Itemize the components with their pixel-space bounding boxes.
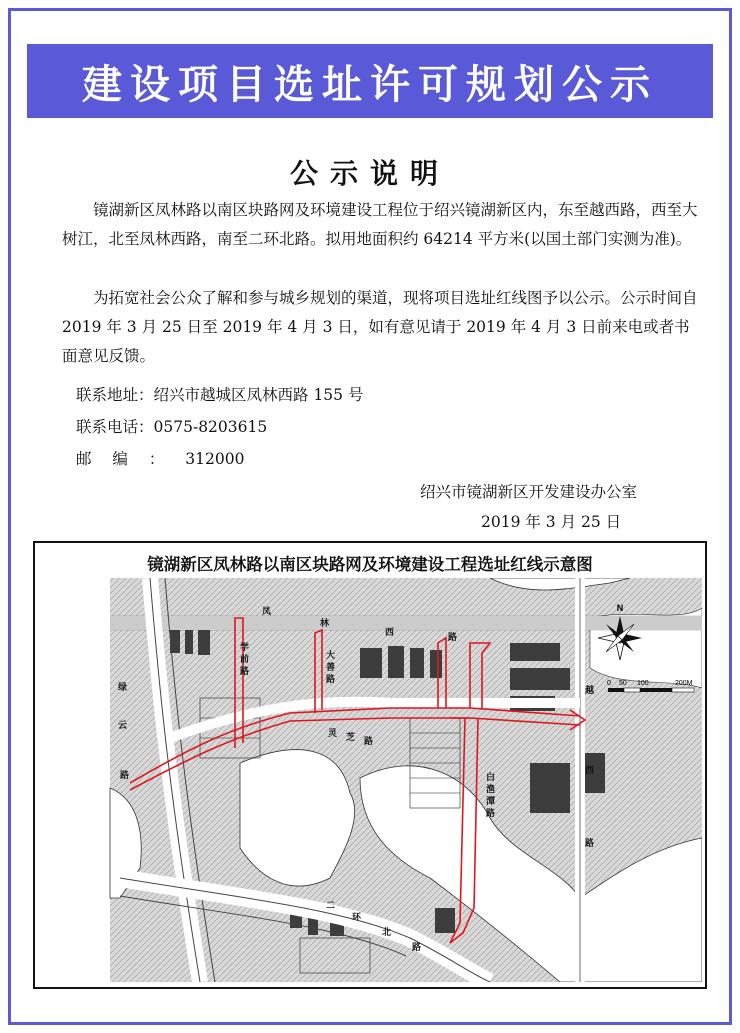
notice-paragraph-2: 为拓宽社会公众了解和参与城乡规划的渠道，现将项目选址红线图予以公示。公示时间自 2019 年 3 月 25 日至 2019 年 4 月 3 日，如有意见请于 2019 年 4 月 3 日前来电或者书面意见反馈。 — [62, 289, 698, 365]
title-banner — [27, 44, 713, 118]
banner-title: 建设项目选址许可规划公示 — [82, 61, 658, 108]
address-label: 联系地址： — [76, 386, 154, 404]
address-value: 绍兴市越城区凤林西路 155 号 — [153, 386, 364, 404]
issuing-organization: 绍兴市镜湖新区开发建设办公室 — [420, 483, 638, 501]
postcode-value: 312000 — [185, 450, 245, 468]
notice-paragraph-1: 镜湖新区凤林路以南区块路网及环境建设工程位于绍兴镜湖新区内，东至越西路，西至大树江，北至凤林西路，南至二环北路。拟用地面积约 64214 平方米(以国土部门实测为准)。 — [62, 201, 698, 248]
road-label-baiyutan-1: 白 — [486, 773, 496, 783]
road-label-fenglin-4: 路 — [448, 633, 458, 643]
map-drawing — [90, 578, 702, 982]
north-label: N — [616, 603, 624, 613]
scale-label-200m: 200M — [675, 680, 693, 687]
map-title: 镜湖新区凤林路以南区块路网及环境建设工程选址红线示意图 — [147, 555, 593, 574]
road-label-xunyun-2: 云 — [118, 721, 128, 731]
phone-value: 0575-8203615 — [153, 418, 268, 436]
road-label-dashan-1: 大 — [326, 651, 336, 661]
road-label-xueqian-2: 前 — [240, 655, 250, 665]
scale-label-0: 0 — [607, 680, 611, 687]
road-label-xueqian-1: 学 — [240, 643, 250, 653]
road-label-baiyutan-3: 潭 — [486, 797, 496, 807]
road-label-yuexi-3: 路 — [585, 839, 595, 849]
map-margin-west — [90, 578, 110, 982]
site-map — [33, 541, 707, 989]
road-label-erhuan-1: 二 — [326, 901, 336, 911]
road-label-fenglin-1: 凤 — [262, 607, 272, 617]
road-label-lingzhi-1: 灵 — [328, 729, 338, 739]
issue-date: 2019 年 3 月 25 日 — [481, 513, 622, 531]
scale-label-100: 100 — [637, 680, 649, 687]
road-label-baiyutan-2: 渔 — [486, 785, 496, 795]
road-label-xunyun-3: 路 — [120, 771, 130, 781]
road-label-erhuan-2: 环 — [352, 913, 362, 923]
phone-label: 联系电话： — [76, 418, 154, 436]
road-label-lingzhi-2: 芝 — [346, 733, 356, 743]
road-label-yuexi-1: 越 — [585, 686, 595, 696]
postcode-label: 邮编： — [76, 450, 186, 468]
road-label-erhuan-3: 北 — [382, 928, 392, 938]
road-label-dashan-2: 善 — [326, 663, 336, 673]
road-label-dashan-3: 路 — [326, 675, 336, 685]
road-label-yuexi-2: 西 — [585, 766, 595, 776]
contact-postcode — [76, 449, 244, 469]
scale-label-50: 50 — [619, 680, 627, 687]
road-label-xunyun-1: 绿 — [118, 683, 128, 693]
road-label-fenglin-3: 西 — [385, 628, 395, 638]
road-label-erhuan-4: 路 — [412, 943, 422, 953]
road-label-fenglin-2: 林 — [320, 619, 330, 629]
road-label-baiyutan-4: 路 — [486, 809, 496, 819]
road-label-xueqian-3: 路 — [240, 667, 250, 677]
road-label-lingzhi-3: 路 — [364, 737, 374, 747]
notice-heading: 公示说明 — [289, 157, 450, 190]
contact-phone — [76, 417, 267, 437]
contact-address — [76, 385, 363, 405]
